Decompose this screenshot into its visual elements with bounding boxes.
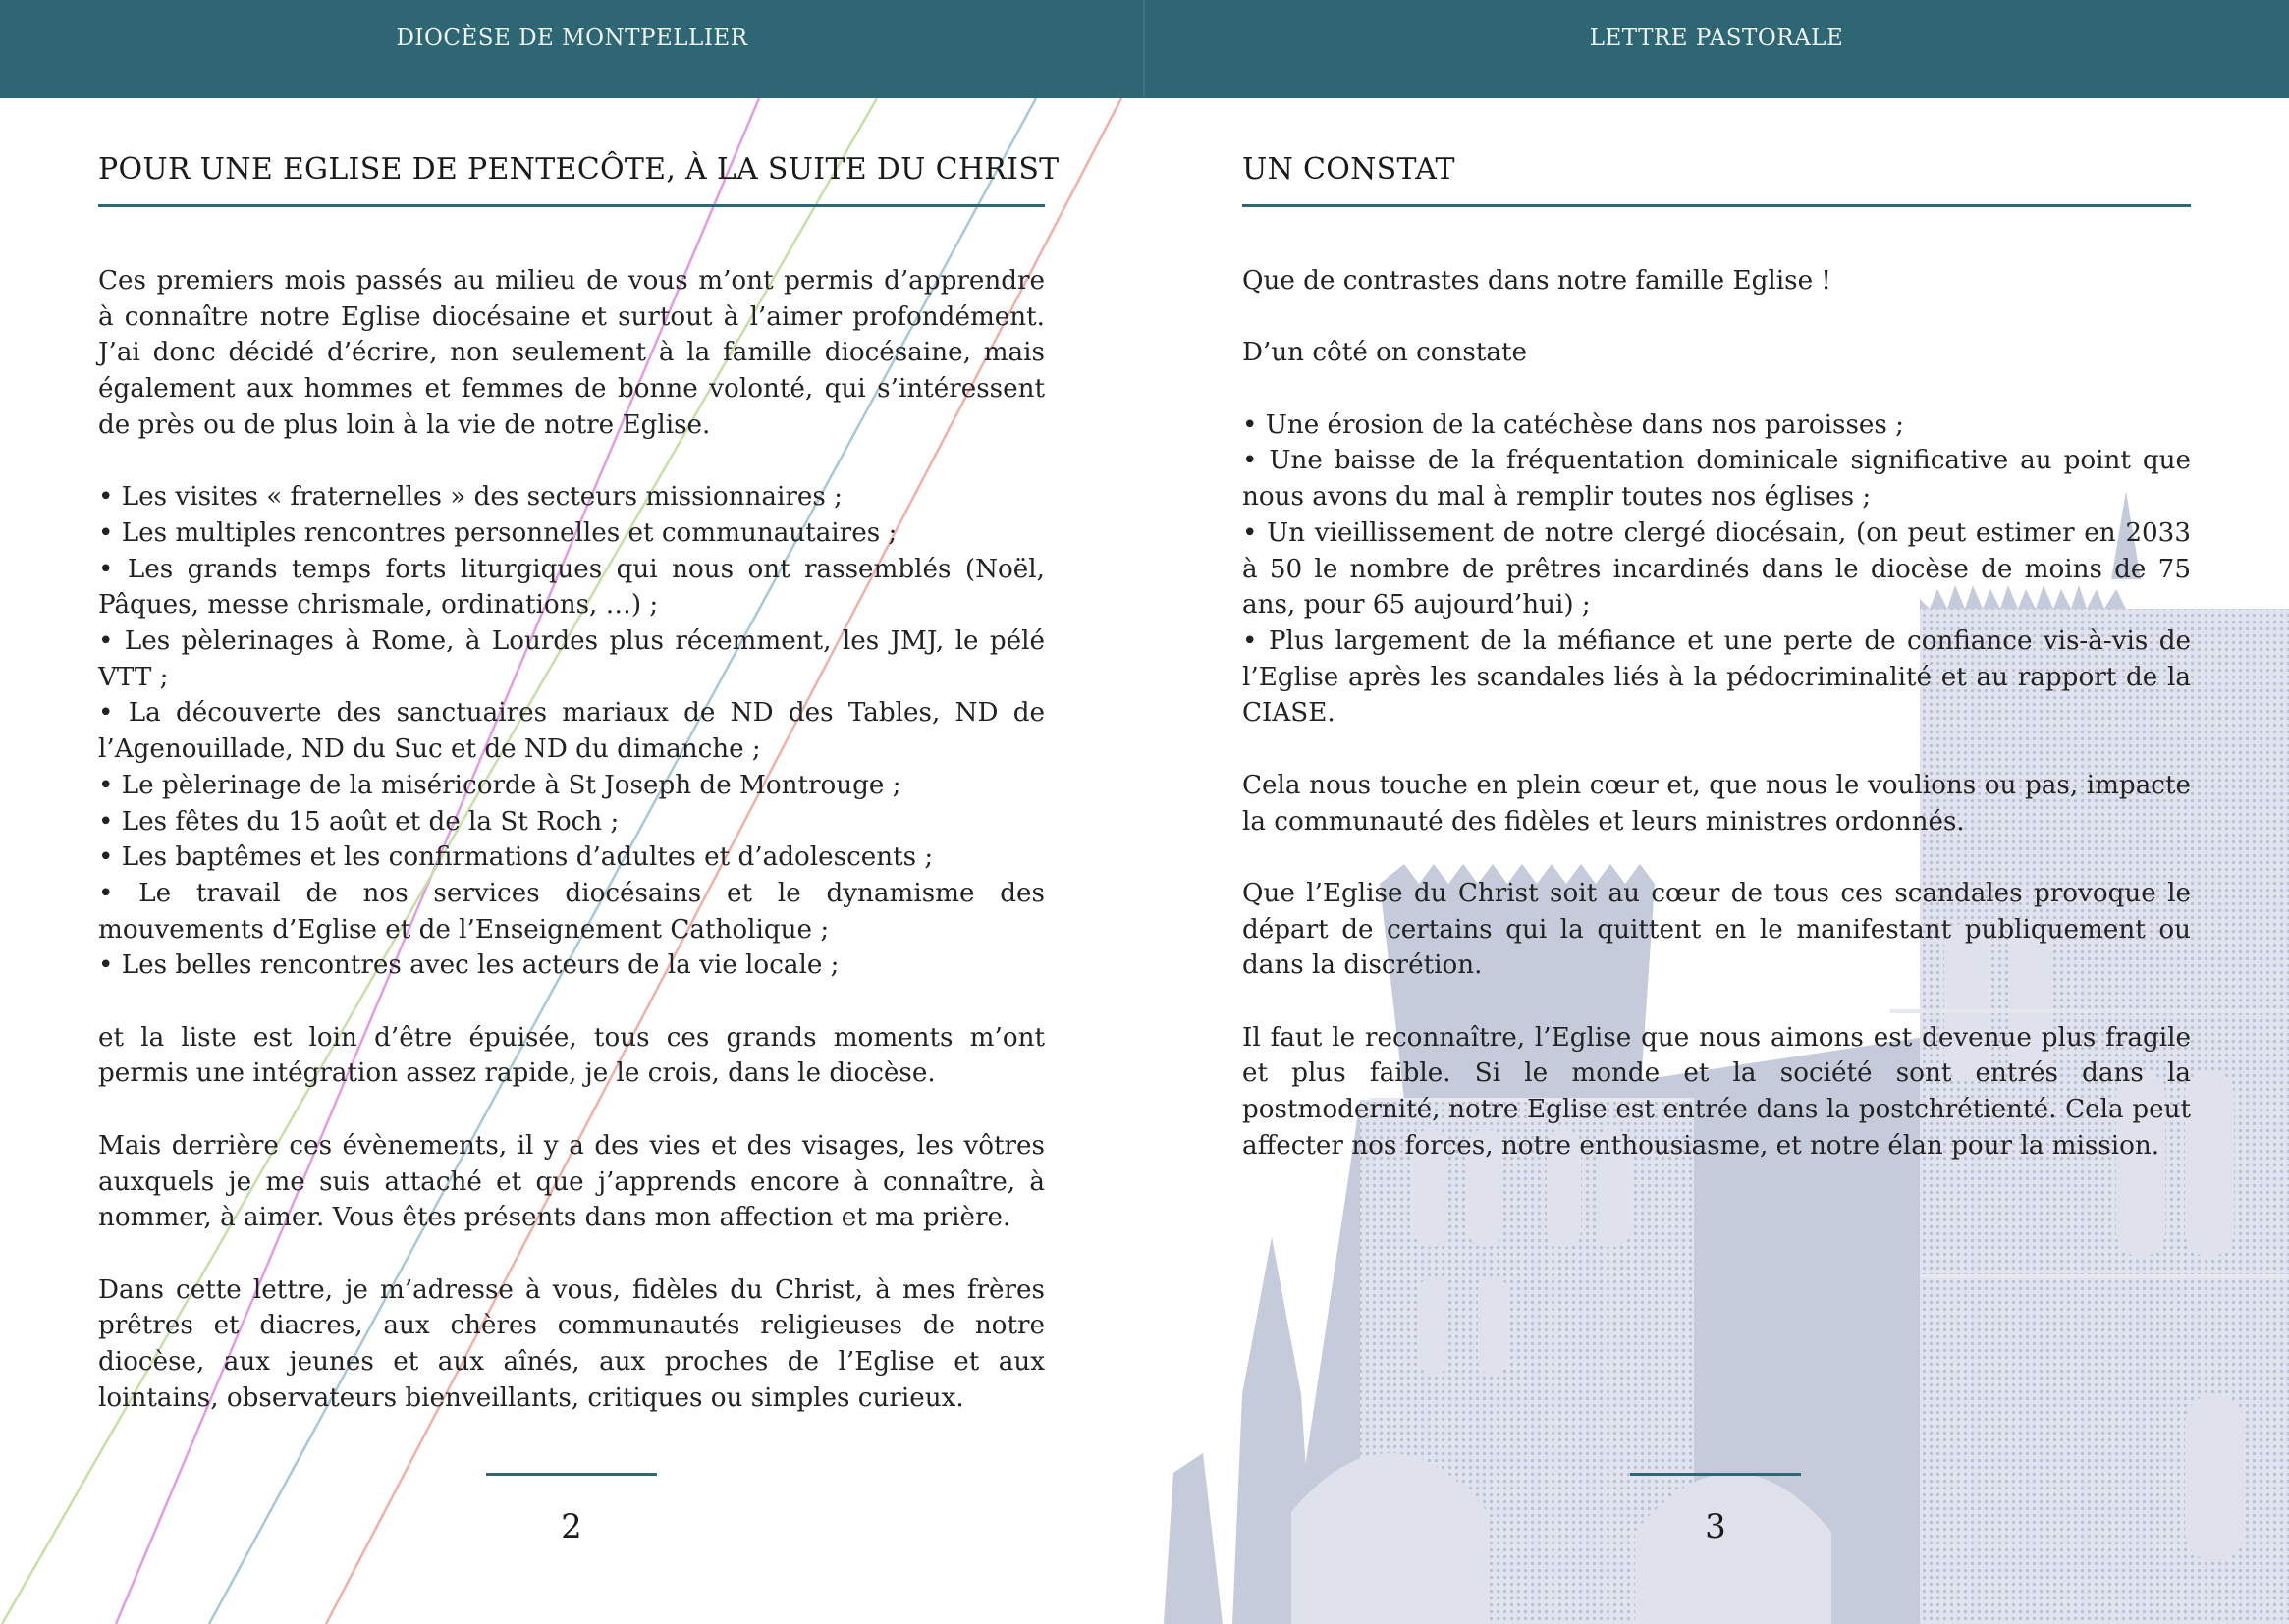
list-item: • Les belles rencontres avec les acteurs de la vie locale ;	[98, 947, 1045, 984]
right-page-number: 3	[1705, 1507, 1726, 1546]
right-page-number-rule	[1630, 1473, 1801, 1476]
paragraph: D’un côté on constate	[1242, 338, 1528, 368]
list-item: • Les grands temps forts liturgiques qui nous ont rassemblés (Noël, Pâques, messe chrismale, ordinations, …) ;	[98, 552, 1045, 623]
list-item: • Plus largement de la méfiance et une perte de confiance vis-à-vis de l’Eglise après les scandales liés à la pédocriminalité et au rapport de la CIASE.	[1242, 623, 2191, 731]
right-page	[1144, 0, 2289, 1624]
paragraph: Que de contrastes dans notre famille Eglise !	[1242, 266, 1831, 296]
events-list	[98, 479, 1045, 984]
paragraph: Cela nous touche en plein cœur et, que nous le voulions ou pas, impacte la communauté des fidèles et leurs ministres ordonnés.	[1242, 770, 2191, 837]
list-item: • Les pèlerinages à Rome, à Lourdes plus récemment, les JMJ, le pélé VTT ;	[98, 623, 1045, 695]
list-item: • La découverte des sanctuaires mariaux de ND des Tables, ND de l’Agenouillade, ND du Suc et de ND du dimanche ;	[98, 695, 1045, 767]
observations-list	[1242, 407, 2191, 731]
paragraph: Mais derrière ces évènements, il y a des vies et des visages, les vôtres auxquels je me suis attaché et que j’apprends encore à connaître, à nommer, à aimer. Vous êtes présents dans mon affection et ma prière.	[98, 1130, 1045, 1233]
right-section-title: UN CONSTAT	[1242, 152, 1455, 187]
right-body-text	[1242, 263, 2191, 1164]
left-page-number-rule	[486, 1473, 657, 1476]
list-item: • Les visites « fraternelles » des secteurs missionnaires ;	[98, 479, 1045, 515]
left-body-text	[98, 263, 1045, 1416]
paragraph: et la liste est loin d’être épuisée, tous ces grands moments m’ont permis une intégration assez rapide, je le crois, dans le diocèse.	[98, 1022, 1045, 1089]
left-title-rule	[98, 204, 1045, 207]
paragraph: Que l’Eglise du Christ soit au cœur de tous ces scandales provoque le départ de certains qui la quittent en le manifestant publiquement ou dans la discrétion.	[1242, 878, 2191, 981]
list-item: • Un vieillissement de notre clergé diocésain, (on peut estimer en 2033 à 50 le nombre de prêtres incardinés dans le diocèse de moins de 75 ans, pour 65 aujourd’hui) ;	[1242, 515, 2191, 623]
intro-paragraph: Ces premiers mois passés au milieu de vous m’ont permis d’apprendre à connaître notre Eglise diocésaine et surtout à l’aimer profondément. J’ai donc décidé d’écrire, non seulement à la famille diocésaine, mais également aux hommes et femmes de bonne volonté, qui s’intéressent de près ou de plus loin à la vie de notre Eglise.	[98, 266, 1045, 440]
paragraph: Dans cette lettre, je m’adresse à vous, fidèles du Christ, à mes frères prêtres et diacres, aux chères communautés religieuses de notre diocèse, aux jeunes et aux aînés, aux proches de l’Eglise et aux lointains, observateurs bienveillants, critiques ou simples curieux.	[98, 1274, 1045, 1413]
left-header-title: DIOCÈSE DE MONTPELLIER	[396, 26, 748, 51]
left-page	[0, 0, 1144, 1624]
list-item: • Une érosion de la catéchèse dans nos paroisses ;	[1242, 407, 2191, 444]
left-page-number: 2	[561, 1507, 582, 1546]
header-gutter-divider	[1143, 0, 1145, 98]
list-item: • Une baisse de la fréquentation dominicale significative au point que nous avons du mal à remplir toutes nos églises ;	[1242, 443, 2191, 514]
list-item: • Les baptêmes et les confirmations d’adultes et d’adolescents ;	[98, 839, 1045, 876]
list-item: • Les fêtes du 15 août et de la St Roch ;	[98, 804, 1045, 840]
right-title-rule	[1242, 204, 2191, 207]
paragraph: Il faut le reconnaître, l’Eglise que nous aimons est devenue plus fragile et plus faible. Si le monde et la société sont entrés dans la postmodernité, notre Eglise est entrée dans la postchrétienté. Cela peut affecter nos forces, notre enthousiasme, et notre élan pour la mission.	[1242, 1022, 2191, 1161]
list-item: • Les multiples rencontres personnelles et communautaires ;	[98, 515, 1045, 552]
left-section-title: POUR UNE EGLISE DE PENTECÔTE, À LA SUITE DU CHRIST	[98, 152, 1060, 187]
right-header-title: LETTRE PASTORALE	[1589, 26, 1844, 51]
list-item: • Le pèlerinage de la miséricorde à St Joseph de Montrouge ;	[98, 768, 1045, 804]
list-item: • Le travail de nos services diocésains et le dynamisme des mouvements d’Eglise et de l’Enseignement Catholique ;	[98, 876, 1045, 947]
